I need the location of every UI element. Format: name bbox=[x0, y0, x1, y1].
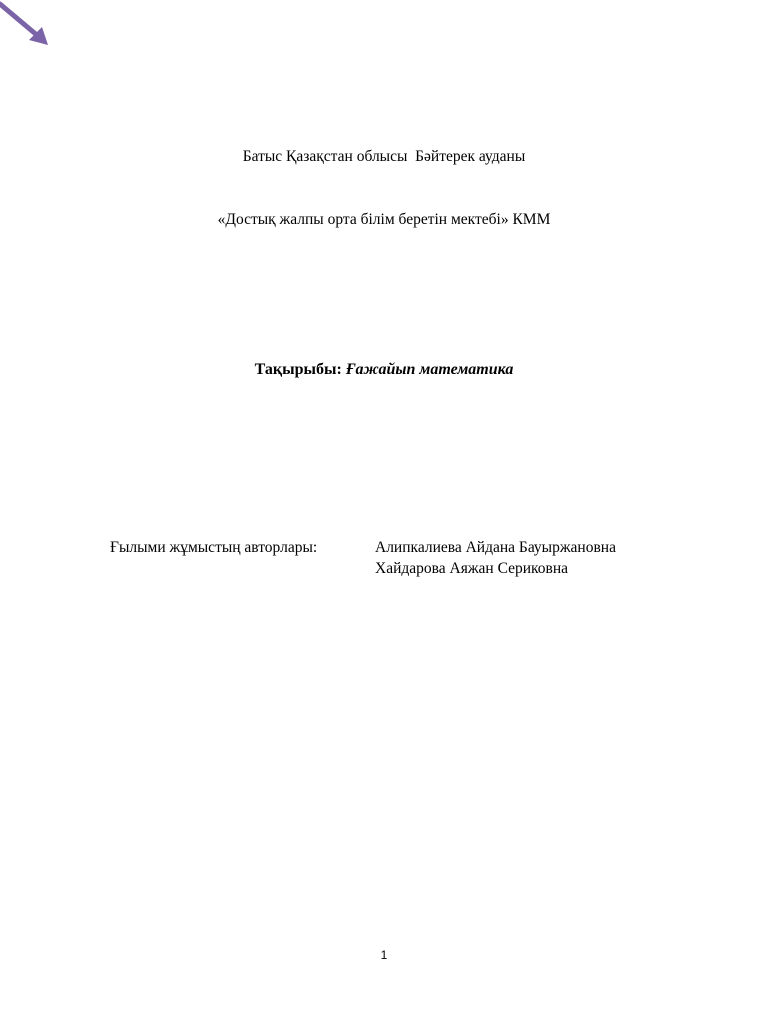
topic-title: Ғажайып математика bbox=[345, 361, 514, 378]
author-name: Алипкалиева Айдана Бауыржановна bbox=[375, 539, 616, 556]
header-school-line: «Достық жалпы орта білім беретін мектебі» КММ bbox=[217, 211, 551, 228]
topic-label: Тақырыбы: bbox=[254, 361, 346, 378]
school-header bbox=[0, 104, 768, 272]
arrow-down-right-icon bbox=[0, 0, 52, 50]
authors-label: Ғылыми жұмыстың авторлары: bbox=[110, 539, 318, 556]
page-number: 1 bbox=[380, 948, 388, 962]
topic-line bbox=[0, 359, 768, 380]
author-name: Хайдарова Аяжан Сериковна bbox=[375, 560, 569, 577]
header-region-line: Батыс Қазақстан облысы Бәйтерек ауданы bbox=[242, 148, 526, 165]
authors-list bbox=[375, 537, 616, 579]
